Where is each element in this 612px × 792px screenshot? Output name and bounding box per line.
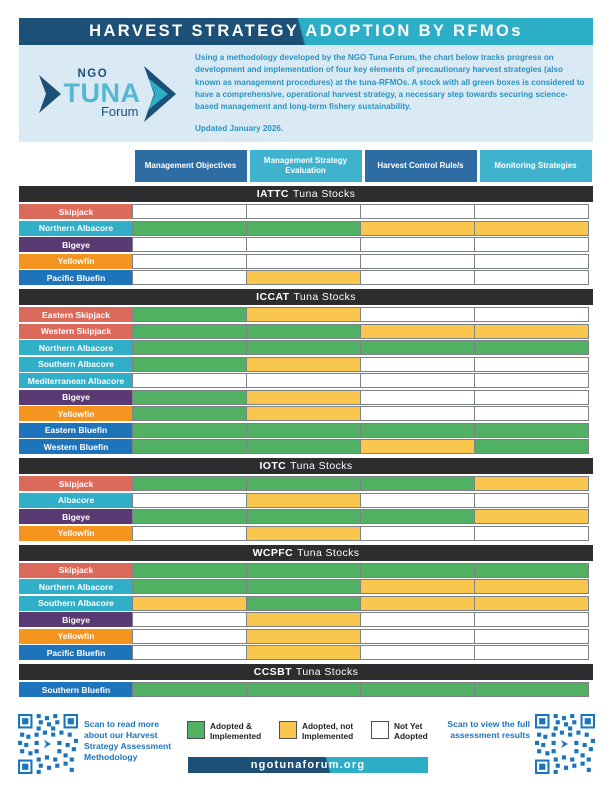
status-cell-none (360, 406, 475, 421)
status-cell-none (360, 493, 475, 508)
section-header-ccsbt: CCSBT Tuna Stocks (19, 664, 593, 680)
intro-paragraph: Using a methodology developed by the NGO Tuna Forum, the chart below tracks progress on development and implementation of four key elements of precautionary harvest strategies (also known as management procedures) at the tuna-RFMOs. A stock with all green boxes is considered to have a comprehensive, operational harvest strategy, a necessary step towards securing science-based management and long-term fishery sustainability. (195, 53, 585, 112)
column-slot (248, 150, 363, 182)
stock-row (19, 682, 593, 697)
status-cell-none (246, 373, 361, 388)
status-cell-green (246, 476, 361, 491)
legend-swatch-green (187, 721, 205, 739)
status-cell-none (474, 493, 589, 508)
status-cell-yellow (246, 307, 361, 322)
status-cell-none (474, 373, 589, 388)
legend (187, 721, 437, 741)
status-cell-none (132, 645, 247, 660)
column-header-monitoring-strategies: Monitoring Strategies (480, 150, 592, 182)
status-cell-none (474, 629, 589, 644)
status-cell-none (246, 237, 361, 252)
section-header-wcpfc: WCPFC Tuna Stocks (19, 545, 593, 561)
status-cell-none (132, 612, 247, 627)
status-cell-green (474, 423, 589, 438)
status-cell-yellow (246, 406, 361, 421)
status-cell-none (360, 612, 475, 627)
stock-label: Pacific Bluefin (19, 270, 133, 285)
stock-row (19, 563, 593, 578)
stock-row (19, 390, 593, 405)
legend-item-adopted-not-implemented (279, 721, 358, 741)
status-cell-yellow (474, 596, 589, 611)
stock-row (19, 324, 593, 339)
stock-row (19, 357, 593, 372)
stock-row (19, 493, 593, 508)
legend-label: Adopted & Implemented (210, 721, 262, 742)
status-cell-none (360, 357, 475, 372)
logo-ngo: NGO (77, 68, 109, 81)
status-cell-yellow (132, 596, 247, 611)
status-cell-green (246, 324, 361, 339)
status-cell-none (360, 390, 475, 405)
status-cell-none (360, 645, 475, 660)
status-cell-yellow (246, 493, 361, 508)
legend-label: Adopted, not Implemented (302, 721, 354, 742)
stock-row (19, 237, 593, 252)
status-cell-yellow (474, 324, 589, 339)
status-cell-yellow (474, 476, 589, 491)
status-cell-green (132, 324, 247, 339)
status-cell-none (474, 254, 589, 269)
status-cell-none (246, 204, 361, 219)
status-cell-yellow (360, 579, 475, 594)
website-url[interactable]: ngotunaforum.org (250, 759, 366, 771)
status-cell-yellow (246, 526, 361, 541)
stock-label: Northern Albacore (19, 579, 133, 594)
stock-label: Bigeye (19, 612, 133, 627)
status-cell-yellow (246, 629, 361, 644)
status-cell-yellow (360, 324, 475, 339)
status-cell-green (360, 509, 475, 524)
section-header-iattc: IATTC Tuna Stocks (19, 186, 593, 202)
stock-label: Northern Albacore (19, 221, 133, 236)
status-cell-green (132, 307, 247, 322)
stock-label: Yellowfin (19, 406, 133, 421)
stock-label: Bigeye (19, 390, 133, 405)
stock-label: Southern Albacore (19, 596, 133, 611)
stock-label: Pacific Bluefin (19, 645, 133, 660)
status-cell-none (474, 204, 589, 219)
stock-row (19, 612, 593, 627)
section-header-iotc: IOTC Tuna Stocks (19, 458, 593, 474)
status-cell-green (132, 579, 247, 594)
status-cell-none (360, 629, 475, 644)
status-cell-none (246, 254, 361, 269)
legend-swatch-white (371, 721, 389, 739)
status-cell-yellow (246, 645, 361, 660)
stock-label: Albacore (19, 493, 133, 508)
status-cell-none (360, 254, 475, 269)
status-cell-none (360, 270, 475, 285)
status-cell-green (360, 682, 475, 697)
status-cell-yellow (474, 579, 589, 594)
status-cell-none (132, 270, 247, 285)
status-cell-none (474, 645, 589, 660)
stock-label: Bigeye (19, 237, 133, 252)
status-cell-green (360, 423, 475, 438)
status-cell-none (474, 357, 589, 372)
status-cell-none (132, 526, 247, 541)
status-cell-none (360, 373, 475, 388)
column-header-management-objectives: Management Objectives (135, 150, 247, 182)
logo-text (64, 69, 141, 118)
status-cell-yellow (360, 596, 475, 611)
stock-row (19, 254, 593, 269)
stock-row (19, 340, 593, 355)
stock-row (19, 406, 593, 421)
status-cell-none (474, 406, 589, 421)
status-cell-none (360, 237, 475, 252)
stock-row (19, 221, 593, 236)
status-cell-green (132, 476, 247, 491)
status-cell-green (246, 682, 361, 697)
status-cell-green (132, 406, 247, 421)
status-cell-none (360, 526, 475, 541)
status-cell-green (132, 563, 247, 578)
status-cell-green (246, 340, 361, 355)
status-cell-green (132, 509, 247, 524)
stock-label: Southern Albacore (19, 357, 133, 372)
status-cell-none (474, 307, 589, 322)
status-cell-none (474, 270, 589, 285)
legend-label: Not Yet Adopted (394, 721, 428, 742)
status-cell-green (360, 340, 475, 355)
status-cell-yellow (246, 390, 361, 405)
status-cell-yellow (360, 221, 475, 236)
status-cell-none (474, 237, 589, 252)
stock-row (19, 629, 593, 644)
stock-label: Mediterranean Albacore (19, 373, 133, 388)
stock-row (19, 307, 593, 322)
status-cell-yellow (246, 612, 361, 627)
stock-row (19, 423, 593, 438)
status-cell-none (474, 526, 589, 541)
status-cell-none (132, 254, 247, 269)
status-cell-none (132, 204, 247, 219)
stock-row (19, 439, 593, 454)
logo-forum: Forum (100, 103, 139, 119)
intro-text (195, 52, 587, 135)
status-cell-green (246, 563, 361, 578)
column-slot (478, 150, 593, 182)
qr-code-methodology (18, 714, 78, 774)
stock-label: Eastern Skipjack (19, 307, 133, 322)
title-banner (19, 18, 593, 45)
stock-label: Skipjack (19, 563, 133, 578)
status-cell-none (474, 612, 589, 627)
intro-updated: Updated January 2026. (195, 123, 284, 133)
column-headers (19, 150, 593, 182)
status-cell-green (132, 682, 247, 697)
status-cell-none (360, 204, 475, 219)
legend-item-adopted-implemented (187, 721, 266, 741)
status-cell-green (474, 340, 589, 355)
status-cell-green (132, 357, 247, 372)
status-cell-none (132, 629, 247, 644)
stock-label: Western Bluefin (19, 439, 133, 454)
status-cell-green (132, 439, 247, 454)
adoption-table (19, 150, 593, 699)
legend-item-not-yet-adopted (371, 721, 450, 741)
stock-row (19, 270, 593, 285)
section-header-iccat: ICCAT Tuna Stocks (19, 289, 593, 305)
column-slot (363, 150, 478, 182)
stock-label: Bigeye (19, 509, 133, 524)
stock-row (19, 579, 593, 594)
status-cell-green (246, 509, 361, 524)
stock-row (19, 596, 593, 611)
fish-tail-right-icon (144, 66, 176, 122)
status-cell-none (360, 307, 475, 322)
scan-caption-right: Scan to view the full assessment results (447, 719, 530, 740)
status-cell-green (132, 340, 247, 355)
stock-row (19, 373, 593, 388)
status-cell-green (246, 596, 361, 611)
fish-tail-left-icon (39, 75, 61, 113)
stock-label: Eastern Bluefin (19, 423, 133, 438)
stock-row (19, 476, 593, 491)
stock-label: Western Skipjack (19, 324, 133, 339)
status-cell-green (132, 390, 247, 405)
page-title: HARVEST STRATEGY ADOPTION BY RFMOs (89, 22, 523, 40)
status-cell-none (132, 493, 247, 508)
status-cell-none (474, 390, 589, 405)
status-cell-green (474, 563, 589, 578)
stock-label: Southern Bluefin (19, 682, 133, 697)
status-cell-green (360, 476, 475, 491)
stock-label: Skipjack (19, 204, 133, 219)
logo-tuna: TUNA (63, 77, 141, 108)
status-cell-green (132, 423, 247, 438)
qr-code-assessment-results (535, 714, 595, 774)
status-cell-none (132, 373, 247, 388)
status-cell-green (360, 563, 475, 578)
status-cell-none (132, 237, 247, 252)
status-cell-yellow (474, 509, 589, 524)
status-cell-green (246, 221, 361, 236)
status-cell-green (474, 439, 589, 454)
stock-label: Yellowfin (19, 526, 133, 541)
stock-row (19, 645, 593, 660)
stock-label: Skipjack (19, 476, 133, 491)
status-cell-yellow (474, 221, 589, 236)
website-url-bar[interactable] (188, 757, 428, 773)
stock-row (19, 204, 593, 219)
status-cell-green (246, 579, 361, 594)
intro-box (19, 45, 593, 142)
status-cell-yellow (246, 357, 361, 372)
scan-caption-left: Scan to read more about our Harvest Strategy Assessment Methodology (84, 719, 172, 762)
stock-label: Yellowfin (19, 629, 133, 644)
status-cell-green (246, 423, 361, 438)
column-header-management-strategy-evaluation: Management Strategy Evaluation (250, 150, 362, 182)
status-cell-yellow (360, 439, 475, 454)
status-cell-green (246, 439, 361, 454)
ngo-tuna-forum-logo (19, 66, 195, 122)
status-cell-yellow (246, 270, 361, 285)
column-slot (133, 150, 248, 182)
stock-row (19, 509, 593, 524)
stock-label: Northern Albacore (19, 340, 133, 355)
legend-swatch-yellow (279, 721, 297, 739)
status-cell-green (132, 221, 247, 236)
column-header-harvest-control-rules: Harvest Control Rule/s (365, 150, 477, 182)
stock-row (19, 526, 593, 541)
table-body (19, 186, 593, 697)
stock-label: Yellowfin (19, 254, 133, 269)
status-cell-green (474, 682, 589, 697)
